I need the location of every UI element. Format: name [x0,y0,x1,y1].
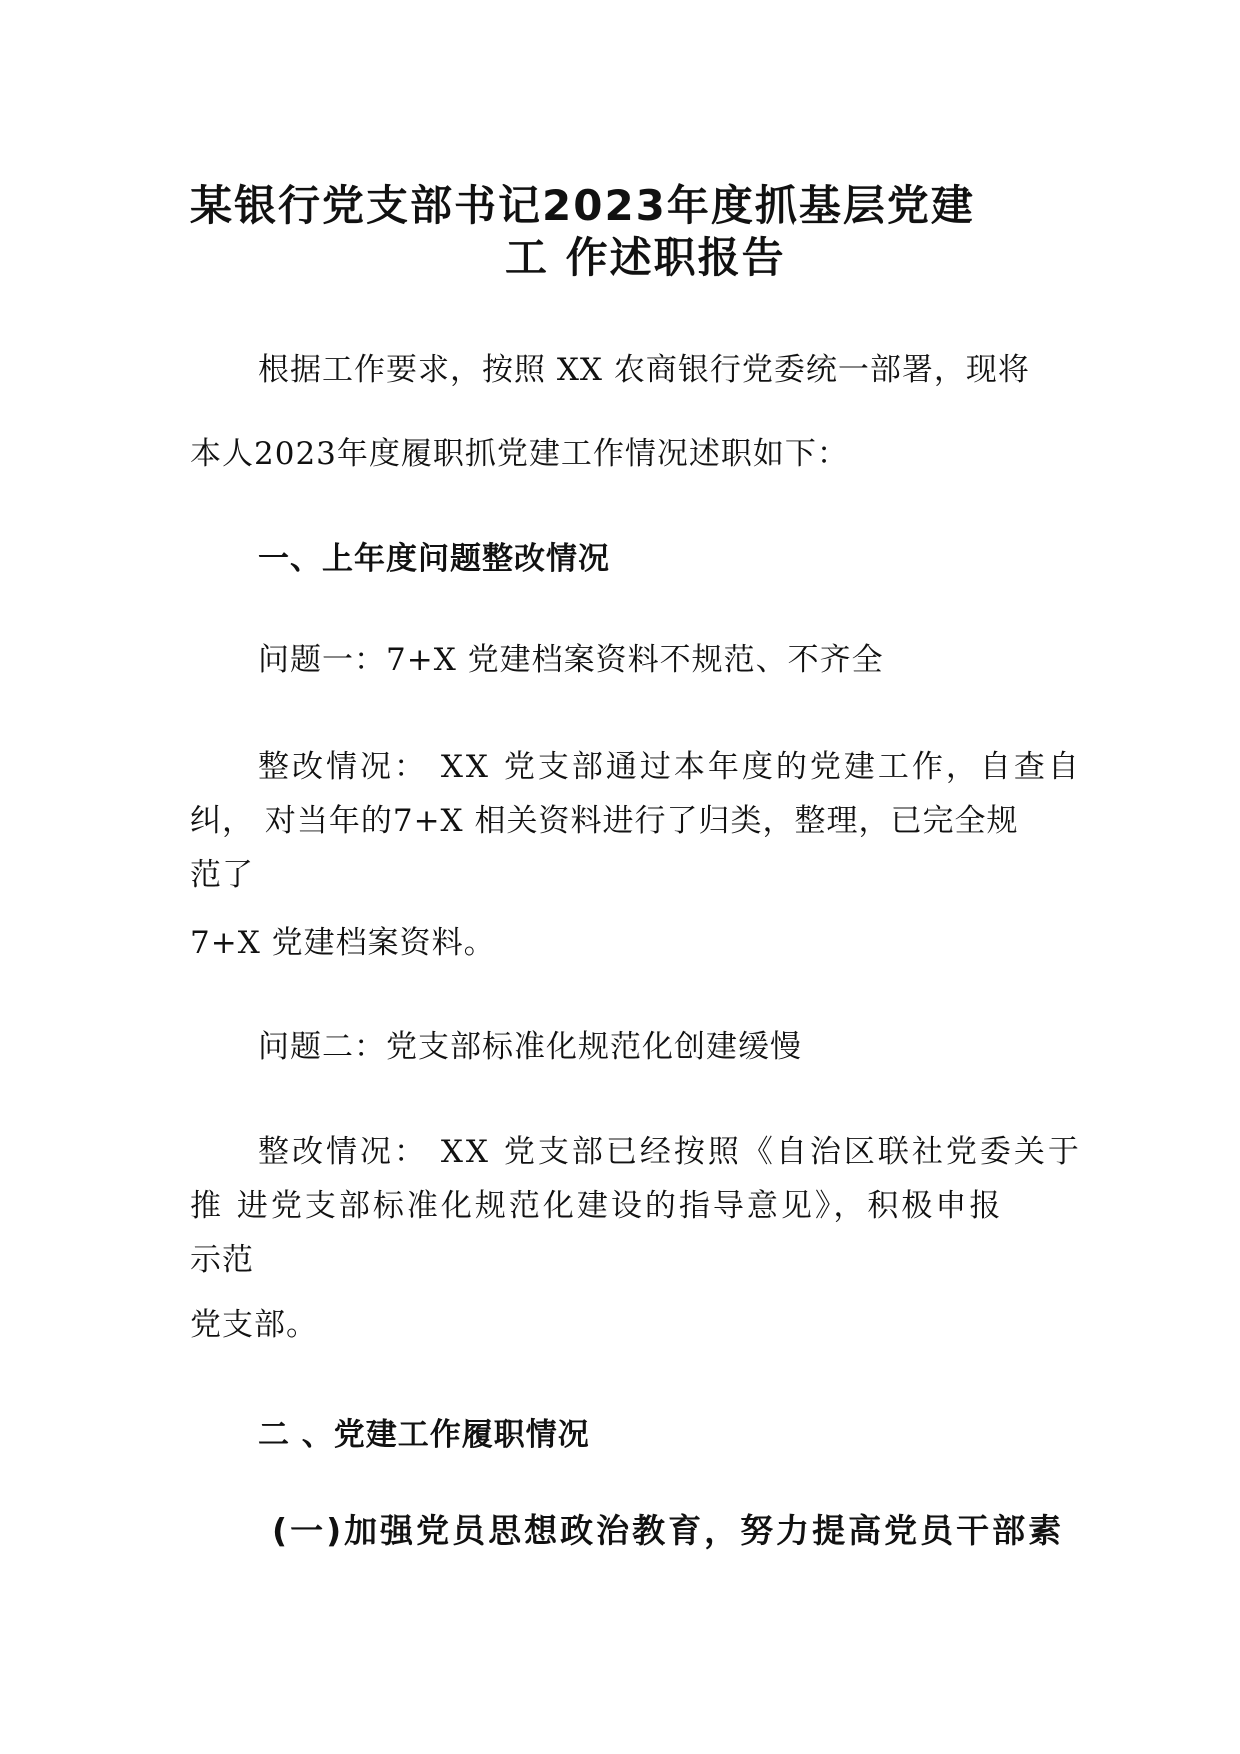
rectification-2-line-3: 示范 [190,1242,254,1278]
problem-2: 问题二：党支部标准化规范化创建缓慢 [258,1029,802,1065]
rectification-2-line-4: 党支部。 [190,1307,318,1343]
intro-line-2: 本人2023年度履职抓党建工作情况述职如下： [190,436,849,472]
rectification-1-line-4: 7+X 党建档案资料。 [190,925,496,961]
rectification-2-line-1: 整改情况： XX 党支部已经按照《自治区联社党委关于 [258,1134,1082,1170]
rectification-1-line-2: 纠， 对当年的7+X 相关资料进行了归类，整理，已完全规 [190,803,1019,839]
section-2-heading: 二 、党建工作履职情况 [258,1417,590,1453]
rectification-1-line-1: 整改情况： XX 党支部通过本年度的党建工作，自查自 [258,749,1082,785]
problem-1: 问题一：7+X 党建档案资料不规范、不齐全 [258,642,884,678]
rectification-2-line-2: 推 进党支部标准化规范化建设的指导意见》，积极申报 [190,1188,1004,1224]
intro-line-1: 根据工作要求，按照 XX 农商银行党委统一部署，现将 [258,352,1030,388]
section-1-heading: 一、上年度问题整改情况 [258,541,610,577]
document-title-line-1: 某银行党支部书记2023年度抓基层党建 [190,181,975,230]
document-title-line-2: 工 作述职报告 [505,233,786,282]
rectification-1-line-3: 范了 [190,857,254,893]
subsection-1-heading: (一)加强党员思想政治教育，努力提高党员干部素 [272,1511,1065,1550]
